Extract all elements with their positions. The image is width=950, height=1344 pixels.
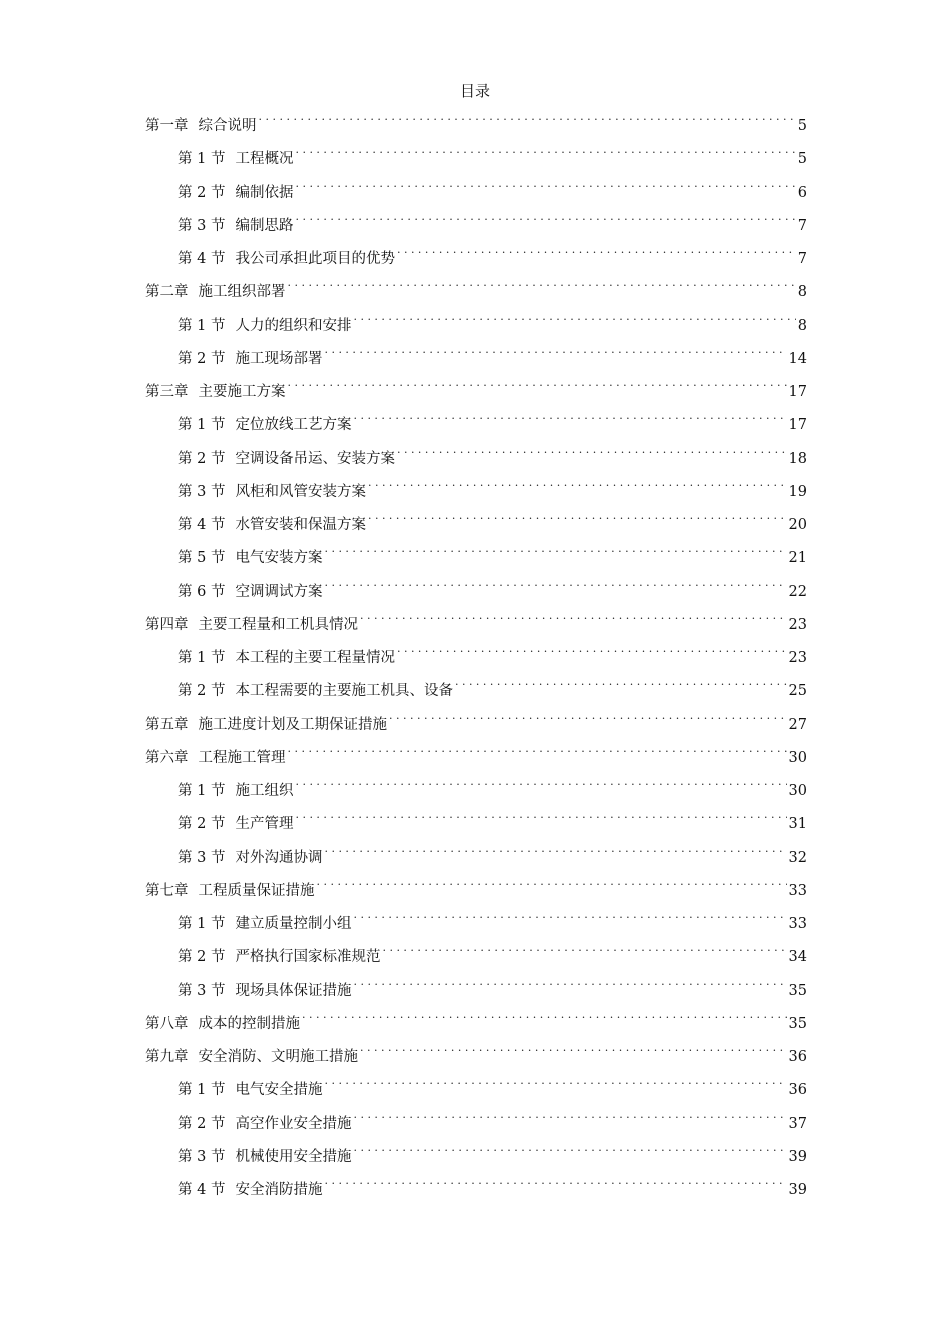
toc-entry-number: 第 5 节 — [178, 550, 226, 567]
toc-entry-label — [178, 1077, 322, 1103]
toc-section-entry[interactable] — [145, 237, 807, 270]
toc-section-entry[interactable] — [145, 503, 807, 536]
toc-section-entry[interactable] — [145, 204, 807, 237]
toc-entry-label — [145, 279, 286, 305]
toc-dot-leader — [295, 204, 795, 230]
toc-dot-leader — [288, 370, 787, 396]
toc-entry-text: 电气安装方案 — [235, 550, 323, 567]
toc-entry-label — [178, 213, 293, 239]
toc-entry-number: 第 1 节 — [178, 650, 226, 666]
toc-entry-text: 生产管理 — [235, 816, 294, 833]
toc-dot-leader — [368, 470, 787, 496]
toc-entry-number: 第 1 节 — [178, 1082, 226, 1099]
toc-entry-number: 第四章 — [145, 616, 189, 633]
toc-section-entry[interactable] — [145, 437, 807, 470]
toc-page-number: 22 — [788, 583, 807, 600]
toc-section-entry[interactable] — [145, 935, 807, 968]
toc-entry-text: 施工现场部署 — [235, 350, 323, 367]
toc-section-entry[interactable] — [145, 1068, 807, 1101]
toc-page-number: 23 — [788, 650, 807, 666]
toc-entry-text: 施工进度计划及工期保证措施 — [198, 716, 387, 733]
toc-title: 目录 — [459, 82, 490, 100]
toc-entry-label — [178, 1177, 322, 1203]
toc-dot-leader — [259, 104, 796, 130]
toc-entry-text: 成本的控制措施 — [198, 1015, 300, 1032]
toc-dot-leader — [324, 536, 786, 562]
toc-dot-leader — [317, 869, 787, 895]
toc-entry-text: 施工组织部署 — [198, 284, 286, 301]
toc-entry-label — [145, 1011, 300, 1037]
toc-entry-number: 第 1 节 — [178, 916, 226, 932]
toc-section-entry[interactable] — [145, 171, 807, 204]
toc-entry-number: 第 4 节 — [178, 251, 226, 267]
toc-dot-leader — [397, 636, 787, 662]
toc-chapter-entry[interactable] — [145, 603, 807, 636]
toc-page-number: 33 — [788, 916, 807, 932]
toc-entry-label — [178, 146, 293, 172]
toc-entry-label — [145, 878, 315, 904]
toc-dot-leader — [324, 1168, 786, 1194]
toc-entry-text: 主要工程量和工机具情况 — [198, 616, 358, 633]
toc-entry-label — [178, 180, 293, 206]
toc-page-number: 25 — [788, 683, 807, 700]
toc-dot-leader — [397, 237, 796, 263]
toc-chapter-entry[interactable] — [145, 1002, 807, 1035]
toc-dot-leader — [397, 437, 787, 463]
toc-page-number: 32 — [788, 849, 807, 866]
toc-entry-number: 第 3 节 — [178, 1148, 226, 1165]
toc-page-number: 5 — [797, 151, 807, 168]
toc-entry-number: 第 3 节 — [178, 483, 226, 500]
toc-entry-number: 第 2 节 — [178, 450, 226, 467]
toc-entry-number: 第 4 节 — [178, 517, 226, 533]
toc-entry-label — [178, 944, 380, 970]
toc-entry-text: 施工组织 — [235, 783, 294, 799]
toc-page-number: 17 — [788, 384, 807, 400]
toc-entry-number: 第七章 — [145, 882, 189, 899]
toc-entry-text: 安全消防、文明施工措施 — [198, 1049, 358, 1065]
toc-entry-text: 安全消防措施 — [235, 1182, 323, 1198]
toc-chapter-entry[interactable] — [145, 1035, 807, 1068]
toc-entry-label — [178, 313, 351, 339]
toc-entry-label — [145, 379, 286, 405]
toc-entry-text: 人力的组织和安排 — [235, 317, 352, 334]
toc-section-entry[interactable] — [145, 570, 807, 603]
toc-entry-label — [178, 446, 395, 472]
toc-page-number: 17 — [788, 417, 807, 434]
toc-dot-leader — [324, 570, 786, 596]
toc-dot-leader — [324, 337, 786, 363]
toc-page-number: 21 — [788, 550, 807, 567]
toc-entry-label — [178, 346, 322, 372]
toc-entry-text: 编制思路 — [235, 217, 294, 234]
toc-chapter-entry[interactable] — [145, 736, 807, 769]
table-of-contents — [145, 104, 807, 1201]
toc-page-number: 39 — [788, 1148, 807, 1165]
toc-dot-leader — [455, 669, 787, 695]
toc-entry-text: 编制依据 — [235, 184, 294, 201]
toc-entry-number: 第一章 — [145, 118, 189, 134]
toc-page-number: 18 — [788, 450, 807, 467]
toc-entry-number: 第 3 节 — [178, 849, 226, 866]
toc-dot-leader — [324, 1068, 786, 1094]
toc-page-number: 30 — [788, 749, 807, 766]
toc-entry-number: 第 1 节 — [178, 417, 226, 434]
toc-entry-text: 我公司承担此项目的优势 — [235, 251, 395, 267]
toc-entry-text: 风柜和风管安装方案 — [235, 483, 366, 500]
toc-dot-leader — [360, 603, 787, 629]
toc-chapter-entry[interactable] — [145, 869, 807, 902]
toc-chapter-entry[interactable] — [145, 270, 807, 303]
toc-entry-label — [178, 678, 453, 704]
toc-entry-number: 第 1 节 — [178, 783, 226, 799]
toc-entry-number: 第 6 节 — [178, 583, 226, 600]
toc-section-entry[interactable] — [145, 1168, 807, 1201]
toc-entry-number: 第 2 节 — [178, 350, 226, 367]
toc-entry-number: 第 4 节 — [178, 1182, 226, 1198]
toc-section-entry[interactable] — [145, 669, 807, 702]
toc-entry-label — [178, 512, 366, 538]
toc-entry-label — [178, 579, 322, 605]
toc-entry-text: 本工程需要的主要施工机具、设备 — [235, 683, 453, 700]
toc-entry-label — [178, 645, 395, 671]
toc-entry-label — [145, 113, 257, 139]
toc-entry-label — [145, 745, 286, 771]
toc-entry-number: 第九章 — [145, 1049, 189, 1065]
toc-page-number: 7 — [797, 217, 807, 234]
toc-entry-label — [145, 1044, 358, 1070]
toc-page-number: 39 — [788, 1182, 807, 1198]
toc-entry-text: 水管安装和保温方案 — [235, 517, 366, 533]
toc-page-number: 19 — [788, 483, 807, 500]
toc-dot-leader — [295, 171, 795, 197]
toc-page-number: 37 — [788, 1115, 807, 1132]
toc-page-number: 5 — [797, 118, 807, 134]
toc-page-number: 7 — [797, 251, 807, 267]
toc-dot-leader — [353, 1102, 786, 1128]
toc-entry-number: 第 2 节 — [178, 683, 226, 700]
toc-entry-number: 第五章 — [145, 716, 189, 733]
toc-dot-leader — [368, 503, 787, 529]
toc-entry-label — [178, 778, 293, 804]
toc-entry-text: 严格执行国家标准规范 — [235, 949, 381, 966]
toc-entry-label — [178, 545, 322, 571]
toc-entry-label — [178, 1144, 351, 1170]
toc-dot-leader — [302, 1002, 787, 1028]
toc-page-number: 33 — [788, 882, 807, 899]
toc-entry-text: 工程施工管理 — [198, 749, 286, 766]
toc-section-entry[interactable] — [145, 802, 807, 835]
toc-entry-text: 本工程的主要工程量情况 — [235, 650, 395, 666]
toc-entry-label — [178, 845, 322, 871]
toc-entry-text: 主要施工方案 — [198, 384, 286, 400]
toc-entry-number: 第 2 节 — [178, 184, 226, 201]
toc-entry-number: 第 1 节 — [178, 317, 226, 334]
toc-entry-label — [145, 712, 387, 738]
toc-entry-number: 第八章 — [145, 1015, 189, 1032]
toc-dot-leader — [360, 1035, 787, 1061]
toc-dot-leader — [353, 902, 786, 928]
toc-page-number: 6 — [797, 184, 807, 201]
toc-entry-text: 空调设备吊运、安装方案 — [235, 450, 395, 467]
toc-section-entry[interactable] — [145, 137, 807, 170]
toc-entry-text: 综合说明 — [198, 118, 257, 134]
toc-entry-text: 对外沟通协调 — [235, 849, 323, 866]
toc-entry-text: 机械使用安全措施 — [235, 1148, 352, 1165]
toc-section-entry[interactable] — [145, 1102, 807, 1135]
toc-chapter-entry[interactable] — [145, 370, 807, 403]
toc-page-number: 20 — [788, 517, 807, 533]
toc-entry-text: 高空作业安全措施 — [235, 1115, 352, 1132]
toc-chapter-entry[interactable] — [145, 703, 807, 736]
toc-entry-number: 第 2 节 — [178, 1115, 226, 1132]
toc-entry-number: 第 2 节 — [178, 949, 226, 966]
toc-dot-leader — [295, 769, 786, 795]
toc-entry-text: 工程质量保证措施 — [198, 882, 315, 899]
toc-entry-text: 电气安全措施 — [235, 1082, 323, 1099]
toc-section-entry[interactable] — [145, 836, 807, 869]
toc-section-entry[interactable] — [145, 403, 807, 436]
toc-page-number: 35 — [788, 982, 807, 999]
toc-dot-leader — [288, 736, 787, 762]
toc-dot-leader — [324, 836, 786, 862]
toc-section-entry[interactable] — [145, 470, 807, 503]
toc-entry-label — [178, 479, 366, 505]
toc-page-number: 23 — [788, 616, 807, 633]
toc-section-entry[interactable] — [145, 304, 807, 337]
toc-page-number: 36 — [788, 1082, 807, 1099]
toc-entry-label — [178, 911, 351, 937]
toc-section-entry[interactable] — [145, 1135, 807, 1168]
toc-dot-leader — [353, 969, 786, 995]
toc-entry-label — [145, 612, 358, 638]
toc-page-number: 31 — [788, 816, 807, 833]
toc-entry-text: 现场具体保证措施 — [235, 982, 352, 999]
toc-entry-label — [178, 412, 351, 438]
toc-section-entry[interactable] — [145, 902, 807, 935]
toc-dot-leader — [353, 304, 795, 330]
toc-entry-label — [178, 978, 351, 1004]
toc-section-entry[interactable] — [145, 969, 807, 1002]
toc-page-number: 36 — [788, 1049, 807, 1065]
toc-entry-number: 第 3 节 — [178, 217, 226, 234]
toc-entry-number: 第 2 节 — [178, 816, 226, 833]
toc-dot-leader — [389, 703, 787, 729]
toc-dot-leader — [295, 137, 795, 163]
toc-entry-number: 第六章 — [145, 749, 189, 766]
toc-dot-leader — [353, 1135, 786, 1161]
toc-page-number: 35 — [788, 1015, 807, 1032]
toc-entry-label — [178, 811, 293, 837]
toc-dot-leader — [288, 270, 796, 296]
toc-entry-text: 工程概况 — [235, 151, 294, 168]
toc-entry-label — [178, 1111, 351, 1137]
toc-section-entry[interactable] — [145, 337, 807, 370]
toc-dot-leader — [295, 802, 786, 828]
toc-dot-leader — [382, 935, 786, 961]
toc-section-entry[interactable] — [145, 636, 807, 669]
toc-page-number: 27 — [788, 716, 807, 733]
toc-page-number: 14 — [788, 350, 807, 367]
toc-entry-text: 空调调试方案 — [235, 583, 323, 600]
toc-chapter-entry[interactable] — [145, 104, 807, 137]
toc-page-number: 8 — [797, 317, 807, 334]
toc-entry-number: 第 3 节 — [178, 982, 226, 999]
toc-entry-text: 定位放线工艺方案 — [235, 417, 352, 434]
toc-page-number: 30 — [788, 783, 807, 799]
toc-entry-number: 第二章 — [145, 284, 189, 301]
toc-page-number: 34 — [788, 949, 807, 966]
toc-section-entry[interactable] — [145, 536, 807, 569]
toc-dot-leader — [353, 403, 786, 429]
toc-entry-text: 建立质量控制小组 — [235, 916, 352, 932]
toc-entry-label — [178, 246, 395, 272]
toc-page-number: 8 — [797, 284, 807, 301]
toc-entry-number: 第三章 — [145, 384, 189, 400]
toc-section-entry[interactable] — [145, 769, 807, 802]
toc-entry-number: 第 1 节 — [178, 151, 226, 168]
